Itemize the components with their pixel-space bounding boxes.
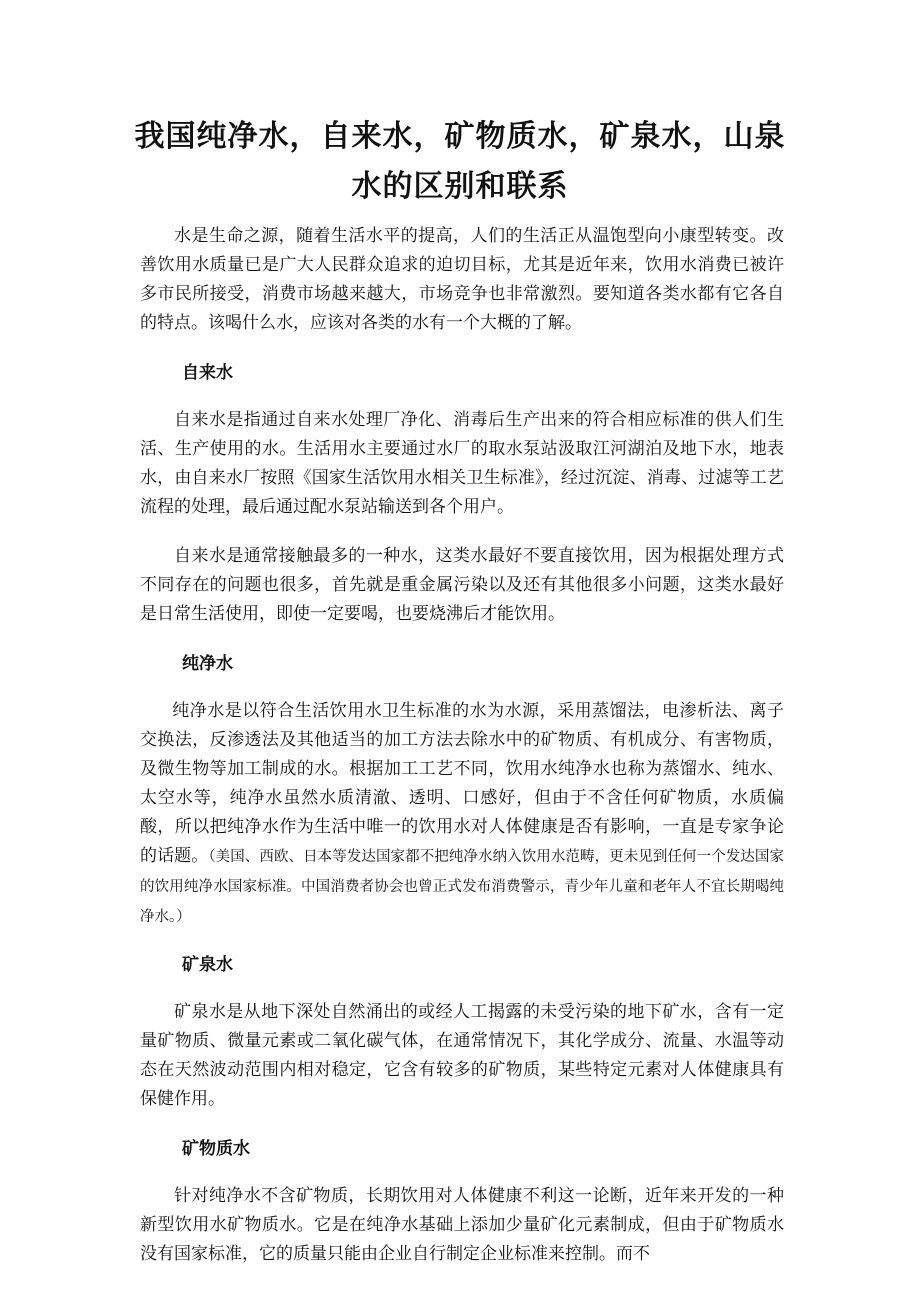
title-line-1: 我国纯净水，自来水，矿物质水，矿泉水，山泉	[134, 119, 786, 154]
document-title	[110, 112, 810, 212]
section-heading-mineral-spring-water: 矿泉水	[182, 955, 233, 975]
mineral-spring-water-paragraph: 矿泉水是从地下深处自然涌出的或经人工揭露的未受污染的地下矿水，含有一定量矿物质、微量元素或二氧化碳气体，在通常情况下，其化学成分、流量、水温等动态在天然波动范围内相对稳定，它含有较多的矿物质，某些特定元素对人体健康具有保健作用。	[140, 1002, 784, 1109]
purified-water-paragraph	[140, 697, 784, 932]
tap-water-paragraph-1: 自来水是指通过自来水处理厂净化、消毒后生产出来的符合相应标准的供人们生活、生产使用的水。生活用水主要通过水厂的取水泵站汲取江河湖泊及地下水，地表水，由自来水厂按照《国家生活饮用水相关卫生标准》，经过沉淀、消毒、过滤等工艺流程的处理，最后通过配水泵站输送到各个用户。	[140, 410, 784, 517]
mineralized-water-paragraph: 针对纯净水不含矿物质，长期饮用对人体健康不利这一论断，近年来开发的一种新型饮用水矿物质水。它是在纯净水基础上添加少量矿化元素制成，但由于矿物质水没有国家标准，它的质量只能由企业自行制定企业标准来控制。而不	[140, 1186, 784, 1264]
tap-water-paragraph-2: 自来水是通常接触最多的一种水，这类水最好不要直接饮用，因为根据处理方式不同存在的问题也很多，首先就是重金属污染以及还有其他很多小问题，这类水最好是日常生活使用，即使一定要喝，也要烧沸后才能饮用。	[140, 546, 784, 624]
section-heading-mineralized-water: 矿物质水	[182, 1139, 250, 1159]
purified-water-text: 纯净水是以符合生活饮用水卫生标准的水为水源，采用蒸馏法，电渗析法、离子交换法，反渗透法及其他适当的加工方法去除水中的矿物质、有机成分、有害物质，及微生物等加工制成的水。根据加工工艺不同，饮用水纯净水也称为蒸馏水、纯水、太空水等，纯净水虽然水质清澈、透明、口感好，但由于不含任何矿物质，水质偏酸，所以把纯净水作为生活中唯一的饮用水对人体健康是否有影响，一直是专家争论的话题。	[140, 701, 784, 866]
document-body	[140, 222, 784, 1289]
intro-paragraph: 水是生命之源，随着生活水平的提高，人们的生活正从温饱型向小康型转变。改善饮用水质量已是广大人民群众追求的迫切目标，尤其是近年来，饮用水消费已被许多市民所接受，消费市场越来越大，市场竞争也非常激烈。要知道各类水都有它各自的特点。该喝什么水，应该对各类的水有一个大概的了解。	[140, 226, 784, 333]
title-line-2: 水的区别和联系	[351, 169, 569, 204]
section-heading-purified-water: 纯净水	[182, 654, 233, 674]
purified-water-note: （美国、西欧、日本等发达国家都不把纯净水纳入饮用水范畴，更未见到任何一个发达国家的饮用纯净水国家标准。中国消费者协会也曾正式发布消费警示，青少年儿童和老年人不宜长期喝纯净水。）	[140, 849, 785, 925]
section-heading-tap-water: 自来水	[182, 363, 233, 383]
